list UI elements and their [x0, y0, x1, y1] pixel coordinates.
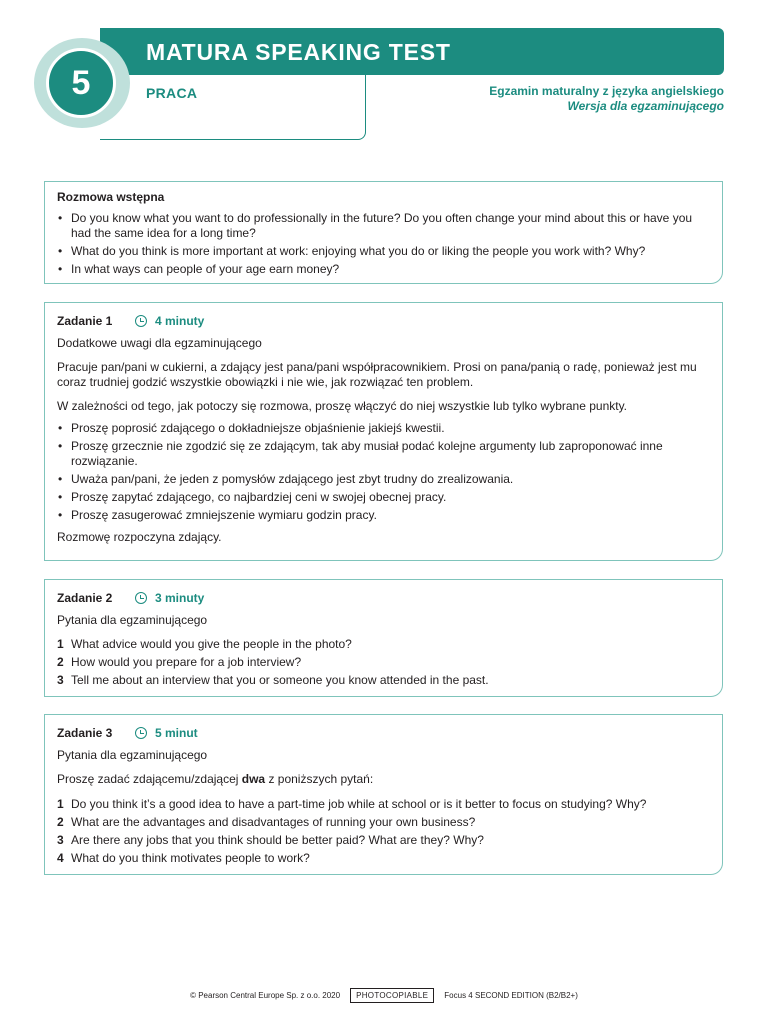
list-item — [57, 851, 710, 866]
task3-subhead: Pytania dla egzaminującego — [57, 748, 208, 762]
instruction-text: z poniższych pytań: — [265, 772, 374, 786]
list-item: • Uważa pan/pani, że jeden z pomysłów zdającego jest zbyt trudny do zrealizowania. — [57, 472, 710, 487]
intro-box — [44, 181, 723, 284]
question-text: What do you think motivates people to work? — [71, 851, 310, 865]
question-number: 1 — [57, 797, 64, 811]
task3-header — [57, 725, 710, 741]
task3-box — [44, 714, 723, 875]
task3-instruction — [57, 772, 710, 787]
instruction-emphasis: dwa — [241, 772, 266, 786]
exam-name: Egzamin maturalny z języka angielskiego — [489, 84, 724, 98]
task2-subhead: Pytania dla egzaminującego — [57, 613, 208, 627]
question-text: What advice would you give the people in the photo? — [71, 637, 352, 651]
question-number: 3 — [57, 833, 64, 847]
task2-question-list — [57, 637, 710, 688]
task2-time: 3 minuty — [155, 590, 205, 605]
edition-text: Focus 4 SECOND EDITION (B2/B2+) — [444, 991, 578, 1000]
task3-name: Zadanie 3 — [57, 725, 113, 740]
list-item — [57, 833, 710, 848]
question-text: Are there any jobs that you think should be better paid? What are they? Why? — [71, 833, 484, 847]
photocopiable-badge: PHOTOCOPIABLE — [350, 988, 434, 1003]
question-number: 2 — [57, 655, 64, 669]
unit-badge — [46, 48, 116, 118]
question-text: Tell me about an interview that you or someone you know attended in the past. — [71, 673, 489, 687]
exam-version-info — [489, 84, 724, 114]
list-item — [57, 673, 710, 688]
question-number: 1 — [57, 637, 64, 651]
question-number: 2 — [57, 815, 64, 829]
task3-question-list — [57, 797, 710, 866]
task1-paragraph-2: W zależności od tego, jak potoczy się rozmowa, proszę włączyć do niej wszystkie lub tylko wybrane punkty. — [57, 399, 628, 413]
list-item: • In what ways can people of your age earn money? — [57, 262, 710, 277]
list-item — [57, 797, 710, 812]
page-footer — [0, 988, 768, 1003]
task2-name: Zadanie 2 — [57, 590, 113, 605]
exam-version: Wersja dla egzaminującego — [567, 99, 724, 113]
task1-subhead: Dodatkowe uwagi dla egzaminującego — [57, 336, 262, 350]
intro-bullet-list — [57, 211, 710, 277]
unit-subtitle: PRACA — [146, 85, 198, 101]
page-title: MATURA SPEAKING TEST — [146, 39, 451, 65]
task1-box — [44, 302, 723, 561]
task1-header — [57, 313, 710, 329]
question-text: Do you think it’s a good idea to have a part-time job while at school or is it better to focus on studying? Why? — [71, 797, 647, 811]
list-item — [57, 815, 710, 830]
task1-name: Zadanie 1 — [57, 313, 113, 328]
list-item: • Do you know what you want to do professionally in the future? Do you often change your mind about this or have you had the same idea for a long time? — [57, 211, 710, 241]
list-item: • What do you think is more important at work: enjoying what you do or liking the people you work with? Why? — [57, 244, 710, 259]
clock-icon — [135, 315, 147, 327]
list-item — [57, 637, 710, 652]
unit-number: 5 — [71, 63, 91, 102]
intro-label: Rozmowa wstępna — [57, 190, 165, 204]
task1-time: 4 minuty — [155, 313, 205, 328]
task2-box — [44, 579, 723, 697]
task3-time: 5 minut — [155, 725, 198, 740]
question-number: 3 — [57, 673, 64, 687]
list-item: • Proszę grzecznie nie zgodzić się ze zdającym, tak aby musiał podać kolejne argumenty lub zaproponować inne rozwiązanie. — [57, 439, 710, 469]
list-item: • Proszę poprosić zdającego o dokładniejsze objaśnienie jakiejś kwestii. — [57, 421, 710, 436]
task1-closing: Rozmowę rozpoczyna zdający. — [57, 530, 222, 544]
clock-icon — [135, 592, 147, 604]
list-item — [57, 655, 710, 670]
task2-header — [57, 590, 710, 606]
task1-paragraph-1: Pracuje pan/pani w cukierni, a zdający jest pana/pani współpracownikiem. Prosi on pana/panią o radę, ponieważ jest mu coraz trudniej godzić wszystkie obowiązki i nie wie, jak rozwiązać ten problem. — [57, 360, 697, 389]
list-item: • Proszę zasugerować zmniejszenie wymiaru godzin pracy. — [57, 508, 710, 523]
list-item: • Proszę zapytać zdającego, co najbardziej ceni w swojej obecnej pracy. — [57, 490, 710, 505]
question-number: 4 — [57, 851, 64, 865]
question-text: What are the advantages and disadvantages of running your own business? — [71, 815, 476, 829]
copyright-text: © Pearson Central Europe Sp. z o.o. 2020 — [190, 991, 341, 1000]
clock-icon — [135, 727, 147, 739]
question-text: How would you prepare for a job interview? — [71, 655, 302, 669]
instruction-text: Proszę zadać zdającemu/zdającej — [57, 772, 242, 786]
task1-bullet-list — [57, 421, 710, 523]
